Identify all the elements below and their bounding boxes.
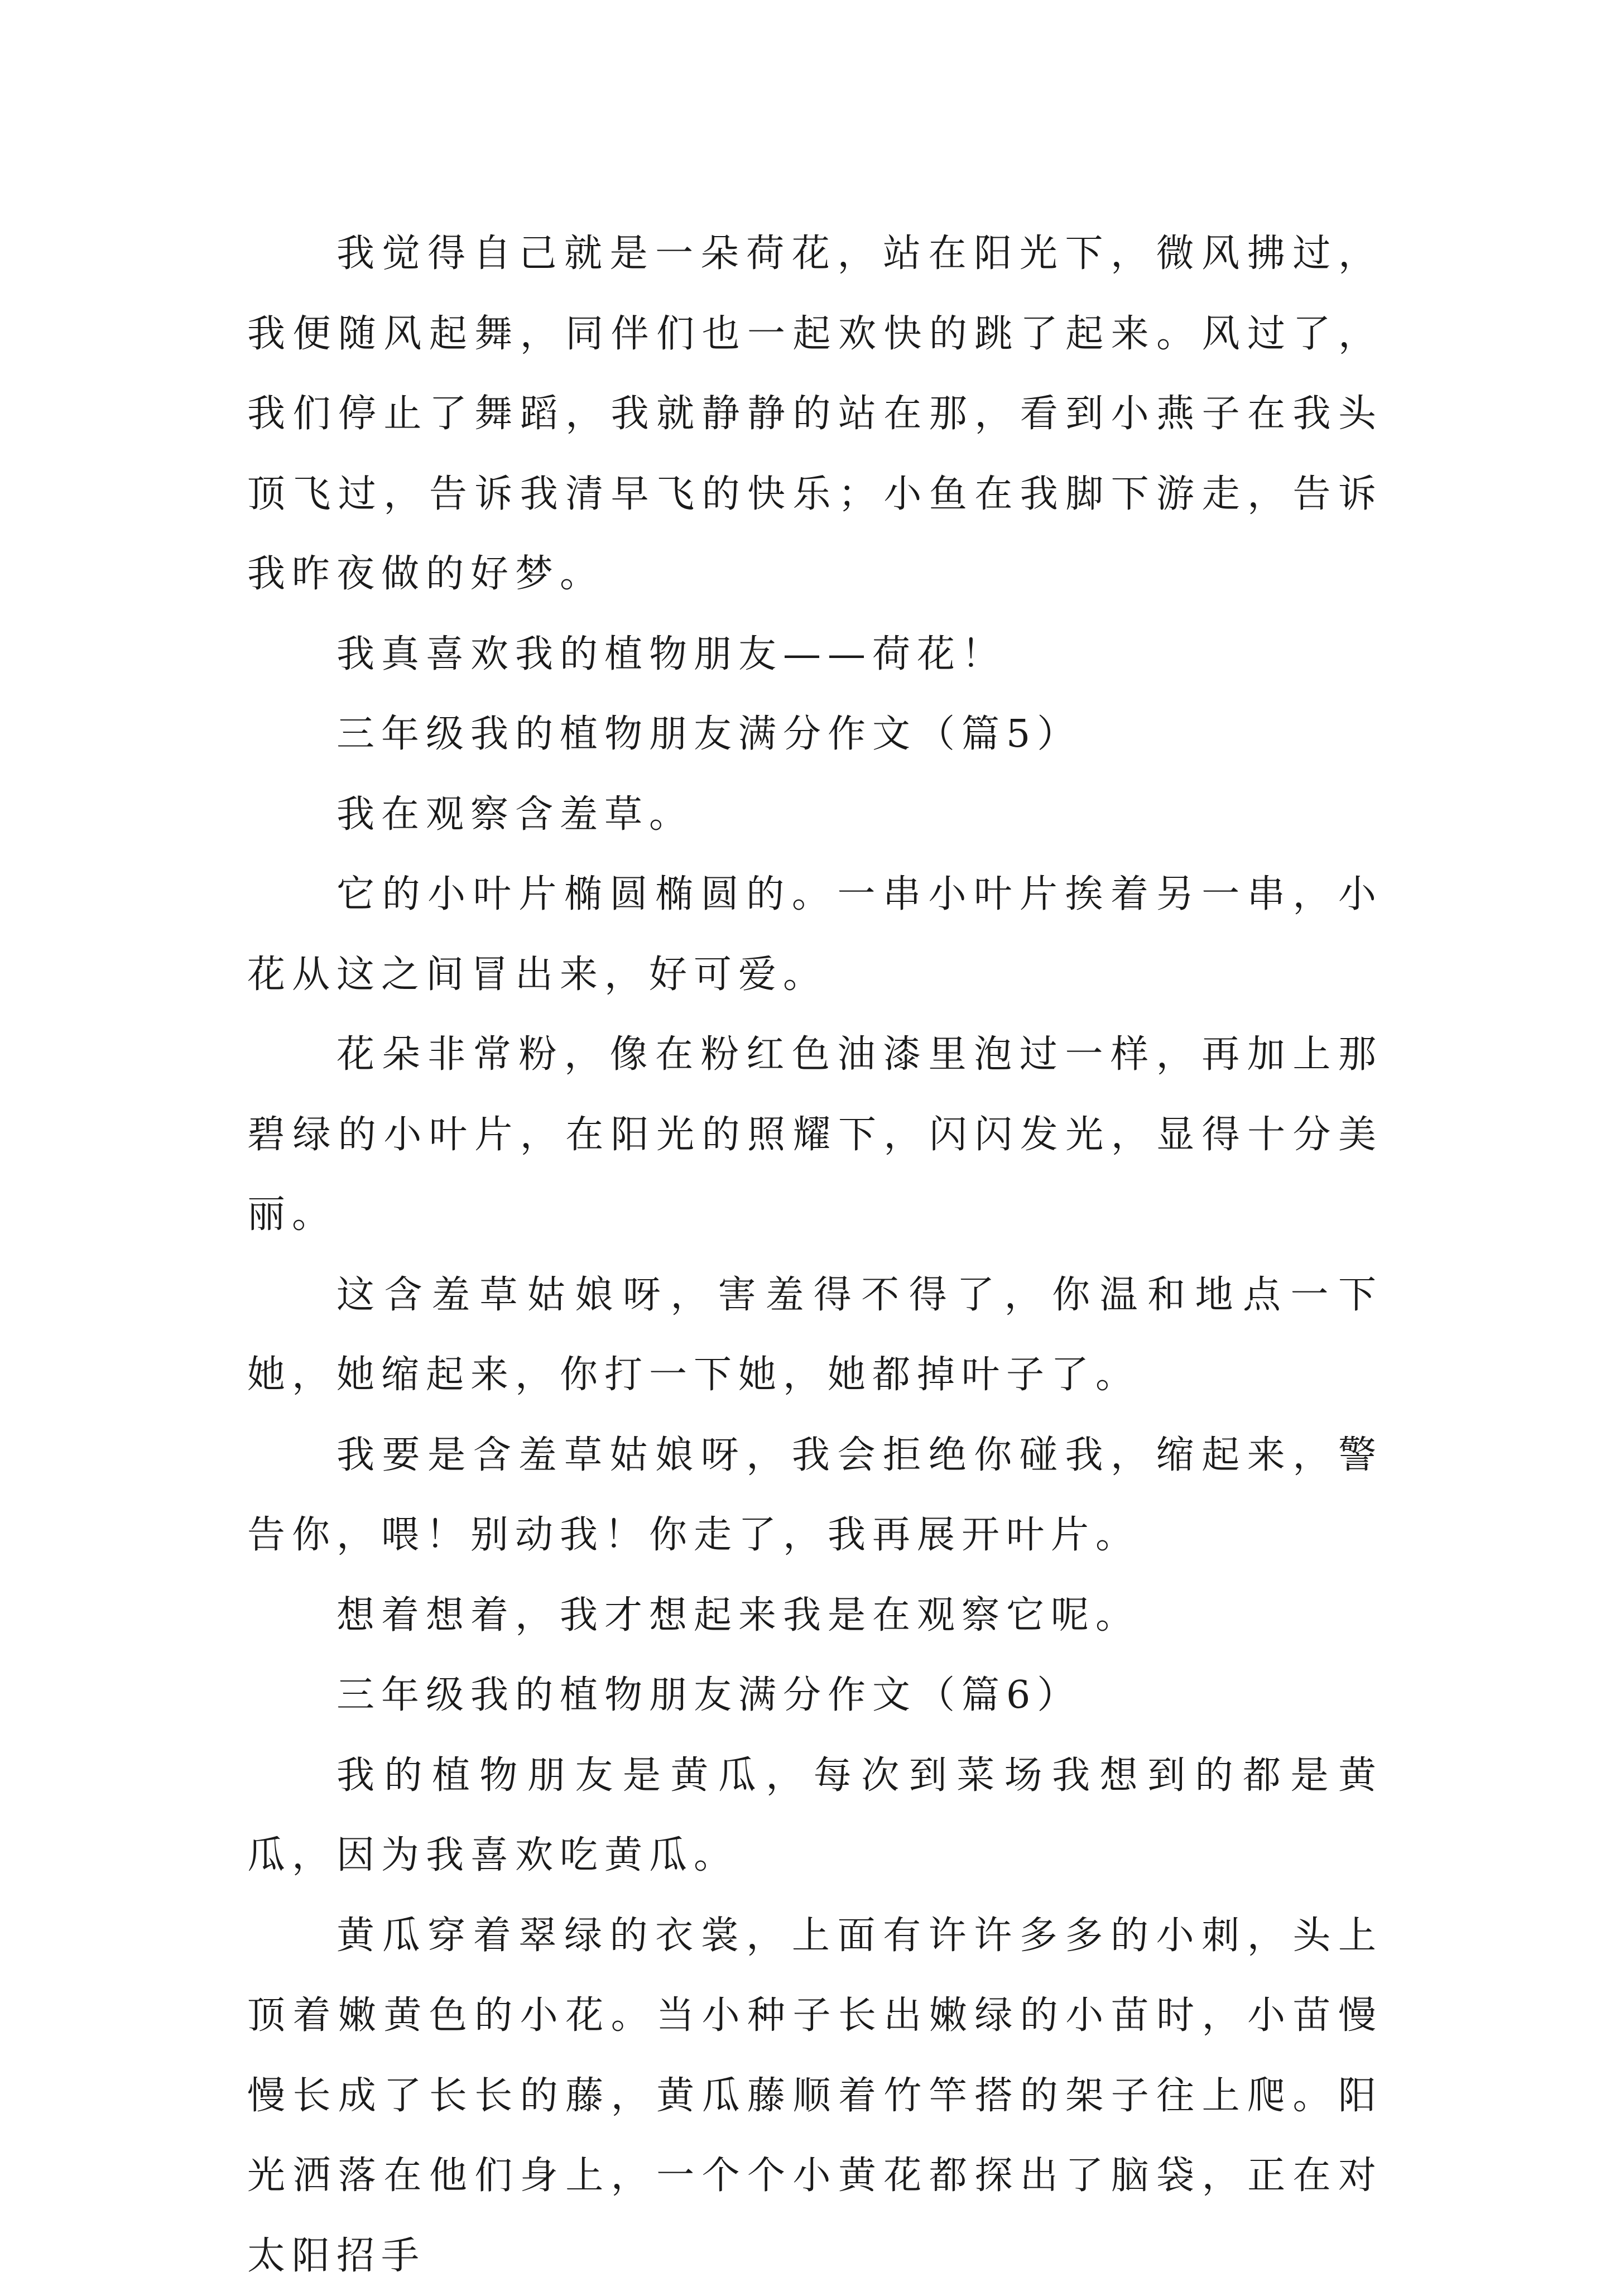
paragraph: 我的植物朋友是黄瓜，每次到菜场我想到的都是黄瓜，因为我喜欢吃黄瓜。 [247,1736,1383,1896]
paragraph: 它的小叶片椭圆椭圆的。一串小叶片挨着另一串，小花从这之间冒出来，好可爱。 [247,854,1383,1015]
paragraph: 我真喜欢我的植物朋友——荷花！ [247,614,1383,695]
paragraph: 我在观察含羞草。 [247,775,1383,855]
paragraph: 黄瓜穿着翠绿的衣裳，上面有许许多多的小刺，头上顶着嫩黄色的小花。当小种子长出嫩绿的小苗时，小苗慢慢长成了长长的藤，黄瓜藤顺着竹竿搭的架子往上爬。阳光洒落在他们身上，一个个小黄花都探出了脑袋，正在对太阳招手 [247,1896,1383,2296]
section-heading: 三年级我的植物朋友满分作文（篇5） [247,694,1383,775]
document-body [247,214,1383,2296]
paragraph: 我要是含羞草姑娘呀，我会拒绝你碰我，缩起来，警告你，喂！别动我！你走了，我再展开叶片。 [247,1415,1383,1576]
section-heading: 三年级我的植物朋友满分作文（篇6） [247,1655,1383,1736]
paragraph: 花朵非常粉，像在粉红色油漆里泡过一样，再加上那碧绿的小叶片，在阳光的照耀下，闪闪发光，显得十分美丽。 [247,1015,1383,1255]
paragraph: 我觉得自己就是一朵荷花，站在阳光下，微风拂过，我便随风起舞，同伴们也一起欢快的跳了起来。风过了，我们停止了舞蹈，我就静静的站在那，看到小燕子在我头顶飞过，告诉我清早飞的快乐；小鱼在我脚下游走，告诉我昨夜做的好梦。 [247,214,1383,614]
paragraph: 想着想着，我才想起来我是在观察它呢。 [247,1576,1383,1656]
paragraph: 这含羞草姑娘呀，害羞得不得了，你温和地点一下她，她缩起来，你打一下她，她都掉叶子了。 [247,1255,1383,1415]
